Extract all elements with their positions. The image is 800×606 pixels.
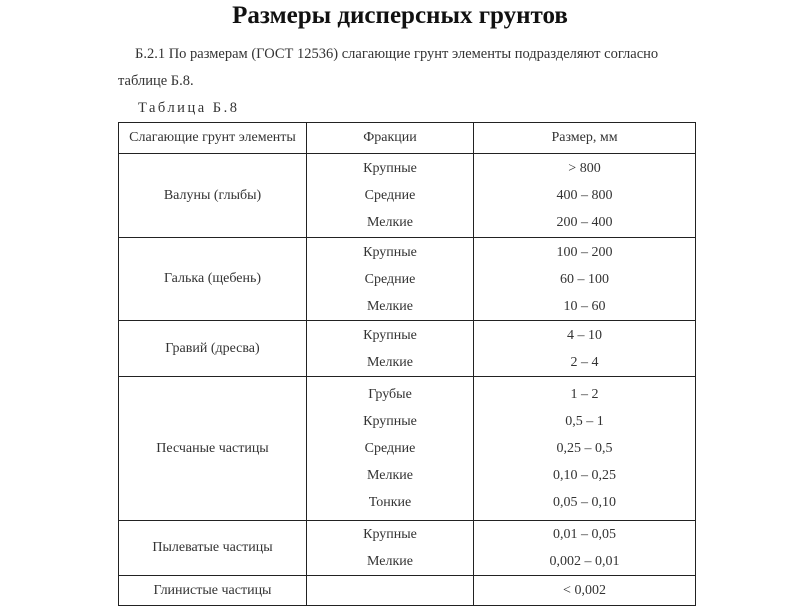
table-row [119, 521, 696, 576]
paragraph-text: Б.2.1 По размерам (ГОСТ 12536) слагающие грунт элементы подразделяют согласно [135, 46, 659, 62]
header-fractions: Фракции [307, 123, 474, 154]
fraction-name: Крупные [363, 327, 417, 343]
fraction-name: Средние [364, 441, 416, 456]
size-range: 0,002 – 0,01 [549, 554, 620, 569]
fraction-name: Тонкие [368, 495, 412, 510]
fraction-cell [307, 321, 474, 377]
table-row [119, 238, 696, 321]
fraction-cell [307, 521, 474, 576]
fraction-name: Мелкие [367, 298, 413, 314]
size-cell [474, 321, 696, 377]
table-row [119, 321, 696, 377]
fraction-name: Средние [364, 188, 416, 203]
header-size: Размер, мм [474, 123, 696, 154]
element-cell: Глинистые частицы [119, 576, 307, 606]
element-cell: Галька (щебень) [119, 238, 307, 321]
size-range: 200 – 400 [556, 215, 613, 230]
size-cell [474, 154, 696, 238]
size-range: 10 – 60 [563, 298, 606, 314]
size-range: 400 – 800 [556, 188, 613, 203]
size-cell [474, 576, 696, 606]
size-range: 0,10 – 0,25 [553, 468, 616, 483]
fraction-name: Мелкие [367, 215, 413, 230]
size-range: 0,01 – 0,05 [553, 527, 616, 542]
size-range: 2 – 4 [570, 354, 599, 370]
fraction-cell [307, 377, 474, 521]
size-range: 1 – 2 [570, 387, 599, 402]
paragraph-text-continued: таблице Б.8. [118, 73, 194, 89]
fraction-name: Крупные [363, 527, 417, 542]
fraction-name: Средние [364, 271, 416, 287]
fraction-cell [307, 238, 474, 321]
table-row [119, 154, 696, 238]
element-cell: Гравий (дресва) [119, 321, 307, 377]
table-row [119, 377, 696, 521]
fraction-name: Крупные [363, 161, 417, 176]
fraction-name: Мелкие [367, 468, 413, 483]
size-range: 60 – 100 [560, 271, 609, 287]
header-elements: Слагающие грунт элементы [119, 123, 307, 154]
size-range: 0,25 – 0,5 [556, 441, 613, 456]
element-cell: Песчаные частицы [119, 377, 307, 521]
table-row [119, 576, 696, 606]
fraction-cell [307, 576, 474, 606]
size-cell [474, 377, 696, 521]
fraction-name: Мелкие [367, 554, 413, 569]
fraction-cell [307, 154, 474, 238]
page-title: Размеры дисперсных грунтов [232, 2, 568, 29]
element-cell: Пылеватые частицы [119, 521, 307, 576]
fraction-name: Крупные [363, 244, 417, 260]
fraction-name: Грубые [368, 387, 412, 402]
element-cell: Валуны (глыбы) [119, 154, 307, 238]
table-caption: Таблица Б.8 [138, 100, 240, 116]
soil-size-table [118, 122, 696, 606]
size-range: 100 – 200 [556, 244, 613, 260]
fraction-name: Мелкие [367, 354, 413, 370]
size-range: 0,5 – 1 [565, 414, 604, 429]
size-range: > 800 [568, 161, 601, 176]
size-cell [474, 238, 696, 321]
size-range: < 0,002 [563, 583, 606, 598]
fraction-name: Крупные [363, 414, 417, 429]
size-cell [474, 521, 696, 576]
table-header-row [119, 123, 696, 154]
size-range: 0,05 – 0,10 [553, 495, 616, 510]
size-range: 4 – 10 [567, 327, 602, 343]
